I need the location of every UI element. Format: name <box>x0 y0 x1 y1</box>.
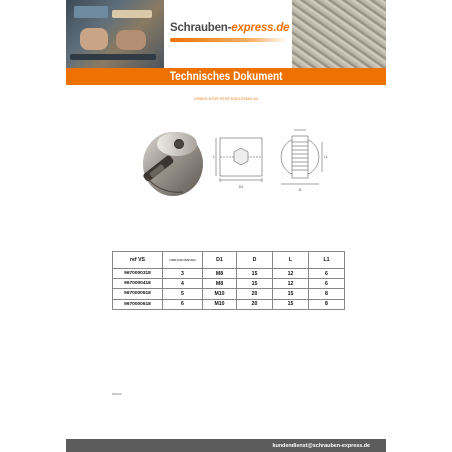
footer-email-link[interactable]: kundendienst@schrauben-express.de <box>272 442 370 449</box>
cell-cable: 4 <box>163 279 203 289</box>
cell-d: 20 <box>237 289 273 299</box>
cell-l1: 8 <box>309 299 345 309</box>
cell-l: 12 <box>273 279 309 289</box>
label-l1: L1 <box>324 155 328 159</box>
technical-drawing <box>213 128 344 200</box>
document-page <box>66 0 386 452</box>
product-subtitle: VS9670-STOP STOP EDELSTAHL A4 <box>194 97 258 101</box>
cell-d1: M10 <box>203 299 237 309</box>
cell-cable: 6 <box>163 299 203 309</box>
header-l1: L1 <box>309 252 345 269</box>
cell-l: 15 <box>273 289 309 299</box>
table-header-row <box>113 252 345 269</box>
cell-d1: M10 <box>203 289 237 299</box>
table-row <box>113 279 345 289</box>
table-row <box>113 289 345 299</box>
company-logo[interactable] <box>170 22 289 34</box>
document-title-bar <box>66 68 386 85</box>
cell-ref: 9670000318 <box>113 269 163 279</box>
workshop-photo <box>66 0 164 68</box>
logo-main-text: Schrauben- <box>170 22 232 34</box>
cell-cable: 3 <box>163 269 203 279</box>
cell-l1: 6 <box>309 279 345 289</box>
header-d1: D1 <box>203 252 237 269</box>
footer-bar <box>66 439 386 452</box>
cell-d1: M8 <box>203 269 237 279</box>
cell-d: 15 <box>237 279 273 289</box>
cell-d1: M8 <box>203 279 237 289</box>
header-l: L <box>273 252 309 269</box>
header-ref: ref VS <box>113 252 163 269</box>
document-title: Technisches Dokument <box>169 70 283 83</box>
cell-ref: 9670000518 <box>113 289 163 299</box>
header-banner <box>66 0 386 68</box>
cell-cable: 5 <box>163 289 203 299</box>
screws-photo <box>292 0 386 68</box>
logo-swoosh <box>170 38 288 42</box>
spec-table <box>112 251 345 310</box>
footnote-date: 09/2013 <box>112 393 122 396</box>
logo-area <box>164 0 292 68</box>
header-d: D <box>237 252 273 269</box>
cell-l1: 6 <box>309 269 345 279</box>
header-cable-diameter: KABELDURCHMESSER <box>163 252 203 269</box>
cell-l: 12 <box>273 269 309 279</box>
cell-d: 20 <box>237 299 273 309</box>
table-row <box>113 269 345 279</box>
label-l: L <box>213 155 215 159</box>
table-row <box>113 299 345 309</box>
cell-d: 15 <box>237 269 273 279</box>
cell-ref: 9670000418 <box>113 279 163 289</box>
cell-ref: 9670000618 <box>113 299 163 309</box>
cell-l1: 8 <box>309 289 345 299</box>
cell-l: 15 <box>273 299 309 309</box>
label-d1: D1 <box>238 185 244 189</box>
logo-accent-text: express.de <box>231 22 290 34</box>
label-d: D <box>298 188 302 192</box>
product-photo <box>131 120 209 200</box>
